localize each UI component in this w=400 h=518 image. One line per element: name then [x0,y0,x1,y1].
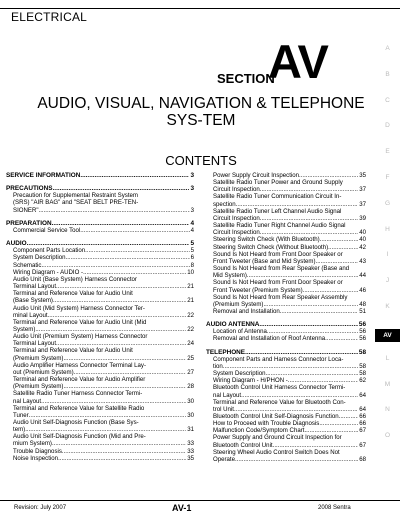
toc-entry[interactable] [6,433,194,447]
toc-page-number: 58 [359,370,366,378]
toc-entry[interactable] [6,419,194,433]
section-tab-k[interactable]: K [385,303,390,310]
toc-entry-text: (Premium System) [13,383,64,391]
toc-entry[interactable] [6,448,194,455]
toc-entry[interactable] [6,319,194,333]
toc-entry-text: Location of Antenna [213,328,267,336]
toc-entry-text: Audio Unit Self-Diagnosis Function (Mid and Pre- [13,433,146,441]
section-tab-i[interactable]: I [386,251,389,259]
dot-leader [223,363,358,370]
toc-entry[interactable] [206,427,366,434]
dot-leader [273,442,359,449]
toc-entry-last-line [213,392,366,399]
toc-entry-text: Circuit Inspection [213,186,260,194]
section-tab-j[interactable]: J [385,277,390,285]
toc-entry-last-line [13,426,194,433]
toc-entry[interactable] [6,254,194,261]
section-word: SECTION [217,71,275,86]
dot-leader [58,455,186,462]
dot-leader [260,229,358,236]
dot-leader [53,185,190,192]
toc-entry-last-line [13,440,194,447]
toc-entry-text: Terminal and Reference Value for Bluetooth Con- [213,398,346,406]
toc-page-number: 30 [187,411,194,419]
toc-entry-text: Satellite Radio Tuner Left Channel Audio Signal [213,207,342,215]
toc-entry-text: AUDIO [6,240,27,248]
dot-leader [41,398,186,405]
dot-leader [266,370,359,377]
section-tab-d[interactable]: D [385,122,390,130]
dot-leader [263,301,358,308]
toc-page-number: 22 [187,325,194,333]
dot-leader [80,227,189,234]
page-number: AV-1 [172,503,192,513]
toc-entry[interactable] [206,251,366,265]
toc-entry[interactable] [206,244,366,251]
section-tab-g[interactable]: G [384,199,391,207]
dot-leader [53,297,186,304]
toc-page-number: 66 [359,420,366,428]
dot-leader [29,412,187,419]
toc-entry-text: Terminal and Reference Value for Audio Amplifier [13,376,146,384]
toc-entry-last-line [13,312,194,319]
dot-leader [85,247,189,254]
toc-entry-text: Circuit Inspection [213,214,260,222]
toc-entry-text: mium System) [13,440,52,448]
toc-page-number: 33 [187,440,194,448]
toc-entry-text: tem) [13,426,26,434]
section-tab-o[interactable]: O [384,432,391,440]
toc-entry-text: TELEPHONE [206,348,246,356]
toc-entry-text: Sound Is Not Heard from Rear Speaker Assembly [213,293,348,301]
toc-heading[interactable] [206,349,366,356]
toc-entry-text: Operate [213,455,236,463]
toc-page-number: 39 [359,214,366,222]
dot-leader [80,172,189,179]
toc-entry-text: Terminal and Reference Value for Satellite Radio [13,404,145,412]
toc-page-number: 40 [359,229,366,237]
toc-entry-text: Wiring Diagram - H/PHON - [213,377,288,385]
toc-entry[interactable] [206,294,366,308]
dot-leader [39,207,190,214]
toc-page-number: 3 [190,172,194,179]
toc-entry-last-line [213,456,366,463]
toc-entry-text: Front Tweeter (Premium System) [213,286,303,294]
toc-entry-text: Steering Wheel Audio Control Switch Does Not [213,448,340,456]
toc-entry[interactable] [6,390,194,404]
toc-entry[interactable] [206,193,366,207]
toc-page-number: 40 [359,236,366,244]
toc-entry-last-line [213,215,366,222]
toc-entry-text: System Description [13,254,66,262]
toc-entry-text: trol Unit [213,405,234,413]
toc-entry-last-line [13,412,194,419]
toc-entry-text: System) [13,325,36,333]
toc-entry[interactable] [206,384,366,398]
header-rule [0,8,400,9]
toc-entry[interactable] [206,413,366,420]
toc-entry[interactable] [206,236,366,243]
toc-entry-last-line [213,287,366,294]
toc-entry-text: Sound Is Not Heard from Front Door Speaker or [213,279,343,287]
dot-leader [74,369,187,376]
toc-page-number: 56 [359,335,366,343]
toc-entry-text: Malfunction Code/Symptom Chart [213,427,305,435]
dot-leader [288,377,358,384]
toc-page-number: 67 [359,427,366,435]
toc-page-number: 48 [359,300,366,308]
toc-entry-text: nal Layout [213,391,242,399]
toc-page-number: 51 [359,307,366,315]
toc-entry-last-line [13,355,194,362]
footer-rule [0,500,400,501]
toc-page-number: 56 [358,321,366,329]
toc-entry-text: Satellite Radio Tuner Right Channel Audio Signal [213,222,346,230]
toc-page-number: 10 [187,268,194,276]
toc-heading[interactable] [6,240,194,247]
toc-entry[interactable] [6,333,194,347]
dot-leader [56,283,186,290]
toc-page-number: 5 [190,247,194,255]
toc-entry[interactable] [6,276,194,290]
toc-entry[interactable] [6,269,194,276]
toc-entry-text: Sound Is Not Heard from Rear Speaker (Base and [213,265,350,273]
toc-entry[interactable] [6,405,194,419]
toc-page-number: 21 [187,283,194,291]
toc-entry-last-line [13,369,194,376]
dot-leader [304,427,358,434]
toc-entry[interactable] [206,208,366,222]
toc-entry[interactable] [206,328,366,335]
toc-entry[interactable] [206,434,366,448]
toc-entry-text: tion [213,362,223,370]
dot-leader [236,201,359,208]
toc-page-number: 22 [187,311,194,319]
toc-entry[interactable] [206,308,366,315]
toc-entry-text: (Premium System) [13,354,64,362]
toc-entry[interactable] [206,399,366,413]
toc-entry-text: Component Parts Location [13,247,86,255]
toc-entry-text: Wiring Diagram - AUDIO - [13,268,84,276]
toc-entry-text: (Premium System) [213,300,264,308]
toc-entry-text: Terminal Layout [13,340,57,348]
dot-leader [319,420,358,427]
dot-leader [25,426,186,433]
toc-entry[interactable] [206,265,366,279]
toc-page-number: 37 [359,186,366,194]
toc-entry-text: out (Premium System) [13,368,74,376]
toc-entry-text: PREPARATION [6,219,52,227]
toc-entry-text: Power Supply Circuit Inspection [213,172,300,179]
dot-leader [241,392,358,399]
toc-entry[interactable] [206,420,366,427]
toc-entry-last-line [213,406,366,413]
toc-page-number: 46 [359,286,366,294]
toc-entry-text: SIONER" [13,206,39,214]
toc-page-number: 42 [359,243,366,251]
toc-entry-text: Bluetooth Control Unit Self-Diagnosis Function [213,413,339,420]
toc-page-number: 24 [187,340,194,348]
toc-entry[interactable] [6,247,194,254]
toc-entry-last-line [13,383,194,390]
toc-heading[interactable] [6,185,194,192]
toc-entry[interactable] [6,290,194,304]
dot-leader [27,240,190,247]
toc-entry[interactable] [6,347,194,361]
toc-entry[interactable] [206,222,366,236]
dot-leader [316,258,359,265]
toc-page-number: 30 [187,397,194,405]
toc-entry[interactable] [6,376,194,390]
dot-leader [48,312,187,319]
dot-leader [235,456,358,463]
dot-leader [63,355,186,362]
toc-entry-last-line [13,398,194,405]
toc-page-number: 58 [359,362,366,370]
section-tab-av[interactable]: AV [375,329,400,342]
toc-entry[interactable] [6,305,194,319]
dot-leader [299,172,358,179]
dot-leader [260,215,358,222]
dot-leader [303,287,359,294]
toc-entry-text: Steering Switch Check (Without Bluetooth) [213,243,329,251]
toc-entry-last-line [213,229,366,236]
toc-entry-last-line [213,272,366,279]
toc-page-number: 25 [187,354,194,362]
toc-entry-last-line [13,326,194,333]
toc-entry-last-line [213,442,366,449]
toc-entry-text: Terminal and Reference Value for Audio Unit [13,290,133,298]
toc-entry-last-line [213,301,366,308]
toc-entry-last-line [213,186,366,193]
toc-entry[interactable] [6,362,194,376]
toc-page-number: 21 [187,297,194,305]
section-tab-c[interactable]: C [385,96,390,104]
toc-entry-text: (SRS) "AIR BAG" and "SEAT BELT PRE-TEN- [13,199,139,207]
dot-leader [339,413,359,420]
toc-entry-text: Component Parts and Harness Connector Loca- [213,355,344,363]
toc-entry[interactable] [6,227,194,234]
toc-left-column [6,172,194,462]
section-tab-e[interactable]: E [385,148,390,156]
toc-entry-text: Audio Unit (Base System) Harness Connector [13,275,137,283]
toc-page-number: 67 [359,441,366,449]
toc-page-number: 4 [190,219,194,227]
toc-entry-text: Steering Switch Check (With Bluetooth) [213,236,320,244]
toc-entry-last-line [13,207,194,214]
dot-leader [267,328,358,335]
toc-entry-text: Bluetooth Control Unit [213,441,273,449]
section-tab-b[interactable]: B [385,70,390,78]
dot-leader [66,254,190,261]
toc-page-number: 37 [359,200,366,208]
dot-leader [259,321,358,328]
toc-entry-text: Terminal and Reference Value for Audio Unit (Mid [13,318,147,326]
toc-page-number: 64 [359,405,366,413]
toc-heading[interactable] [6,172,194,179]
toc-entry[interactable] [206,370,366,377]
dot-leader [62,448,186,455]
toc-page-number: 28 [187,383,194,391]
toc-page-number: 31 [187,426,194,434]
revision-date: Revision: July 2007 [14,505,67,511]
toc-entry-text: minal Layout [13,311,48,319]
toc-page-number: 3 [190,206,194,214]
dot-leader [280,308,358,315]
toc-entry-text: Satellite Radio Tuner Communication Circuit In- [213,193,342,201]
toc-entry[interactable] [6,455,194,462]
toc-page-number: 66 [359,413,366,420]
toc-page-number: 35 [187,454,194,462]
toc-entry-text: Terminal Layout [13,283,57,291]
toc-entry-text: Trouble Diagnosis [13,447,62,455]
toc-entry-text: Mid System) [213,272,247,280]
toc-entry-last-line [213,201,366,208]
toc-entry-text: Circuit Inspection [213,229,260,237]
toc-page-number: 5 [190,240,194,248]
toc-page-number: 3 [190,185,194,193]
toc-entry-text: Precaution for Supplemental Restraint System [13,192,138,200]
toc-entry-text: Audio Unit Self-Diagnosis Function (Base Sys- [13,419,139,426]
toc-page-number: 62 [359,377,366,385]
toc-entry-text: Removal and Installation of Roof Antenna [213,335,326,343]
toc-entry-text: Noise Inspection [13,454,59,462]
toc-entry-text: Satellite Radio Tuner Power and Ground Supply [213,179,343,187]
toc-page-number: 64 [359,391,366,399]
dot-leader [83,269,186,276]
toc-entry[interactable] [206,279,366,293]
dot-leader [41,262,189,269]
toc-page-number: 33 [187,447,194,455]
section-tab-strip [375,0,400,518]
dot-leader [328,244,358,251]
dot-leader [234,406,358,413]
toc-heading[interactable] [6,220,194,227]
toc-entry-text: Tuner [13,411,29,419]
toc-entry[interactable] [206,377,366,384]
toc-entry-text: spection [213,200,236,208]
toc-entry[interactable] [6,192,194,213]
section-tab-m[interactable]: M [384,380,391,388]
toc-entry-last-line [213,258,366,265]
toc-entry-text: System Description [213,370,266,378]
toc-entry-text: (Base System) [13,297,53,305]
dot-leader [56,340,186,347]
toc-entry[interactable] [206,335,366,342]
toc-entry-text: Sound Is Not Heard from Front Door Speaker or [213,250,343,258]
toc-entry-last-line [13,297,194,304]
toc-page-number: 58 [358,348,366,356]
toc-entry-text: AUDIO ANTENNA [206,321,260,329]
dot-leader [52,440,186,447]
section-tab-l[interactable]: L [385,354,390,362]
section-tab-a[interactable]: A [385,45,390,52]
toc-page-number: 4 [190,226,194,234]
dot-leader [247,272,358,279]
toc-entry-last-line [13,340,194,347]
toc-entry-text: Bluetooth Control Unit Harness Connector Termi- [213,384,346,392]
toc-entry-text: Schematic [13,261,42,269]
dot-leader [63,383,186,390]
toc-entry-text: Commercial Service Tool [13,226,81,234]
dot-leader [320,236,359,243]
toc-entry-text: SERVICE INFORMATION [6,172,81,179]
toc-entry-text: How to Proceed with Trouble Diagnosis [213,420,320,428]
dot-leader [35,326,186,333]
toc-page-number: 43 [359,257,366,265]
toc-entry-text: Terminal and Reference Value for Audio Unit [13,347,133,355]
vehicle-model: 2008 Sentra [318,505,351,511]
toc-page-number: 44 [359,272,366,280]
toc-page-number: 35 [359,172,366,179]
contents-heading: CONTENTS [165,153,237,168]
dot-leader [325,335,358,342]
toc-entry[interactable] [206,179,366,193]
document-title: AUDIO, VISUAL, NAVIGATION & TELEPHONE SYS-TEM [37,95,365,129]
dot-leader [52,220,190,227]
section-code: AV [268,35,328,88]
toc-entry-text: Power Supply and Ground Circuit Inspection for [213,434,342,442]
toc-entry-text: Satellite Radio Tuner Harness Connector Termi- [13,390,143,398]
section-tab-n[interactable]: N [385,406,390,414]
department-label: ELECTRICAL [11,10,88,24]
toc-page-number: 68 [359,455,366,463]
toc-entry-text: nal Layout [13,397,42,405]
toc-page-number: 8 [190,261,194,269]
section-tab-f[interactable]: F [385,174,390,181]
toc-page-number: 6 [190,254,194,262]
toc-entry-last-line [213,363,366,370]
toc-entry[interactable] [6,262,194,269]
toc-entry-text: Front Tweeter (Base and Mid System) [213,257,316,265]
toc-entry-last-line [13,283,194,290]
toc-page-number: 56 [359,328,366,336]
dot-leader [245,349,358,356]
toc-right-column [206,172,366,463]
dot-leader [260,186,358,193]
toc-heading[interactable] [206,321,366,328]
toc-entry[interactable] [206,172,366,179]
toc-page-number: 27 [187,368,194,376]
toc-entry[interactable] [206,449,366,463]
section-tab-h[interactable]: H [385,225,390,233]
toc-entry-text: Audio Amplifier Harness Connector Terminal Lay- [13,361,146,369]
toc-entry-text: Audio Unit (Premium System) Harness Connector [13,333,148,341]
toc-entry-text: Removal and Installation [213,307,280,315]
toc-entry-text: PRECAUTIONS [6,185,53,193]
toc-entry-text: Audio Unit (Mid System) Harness Connector Ter- [13,304,145,312]
toc-entry[interactable] [206,356,366,370]
